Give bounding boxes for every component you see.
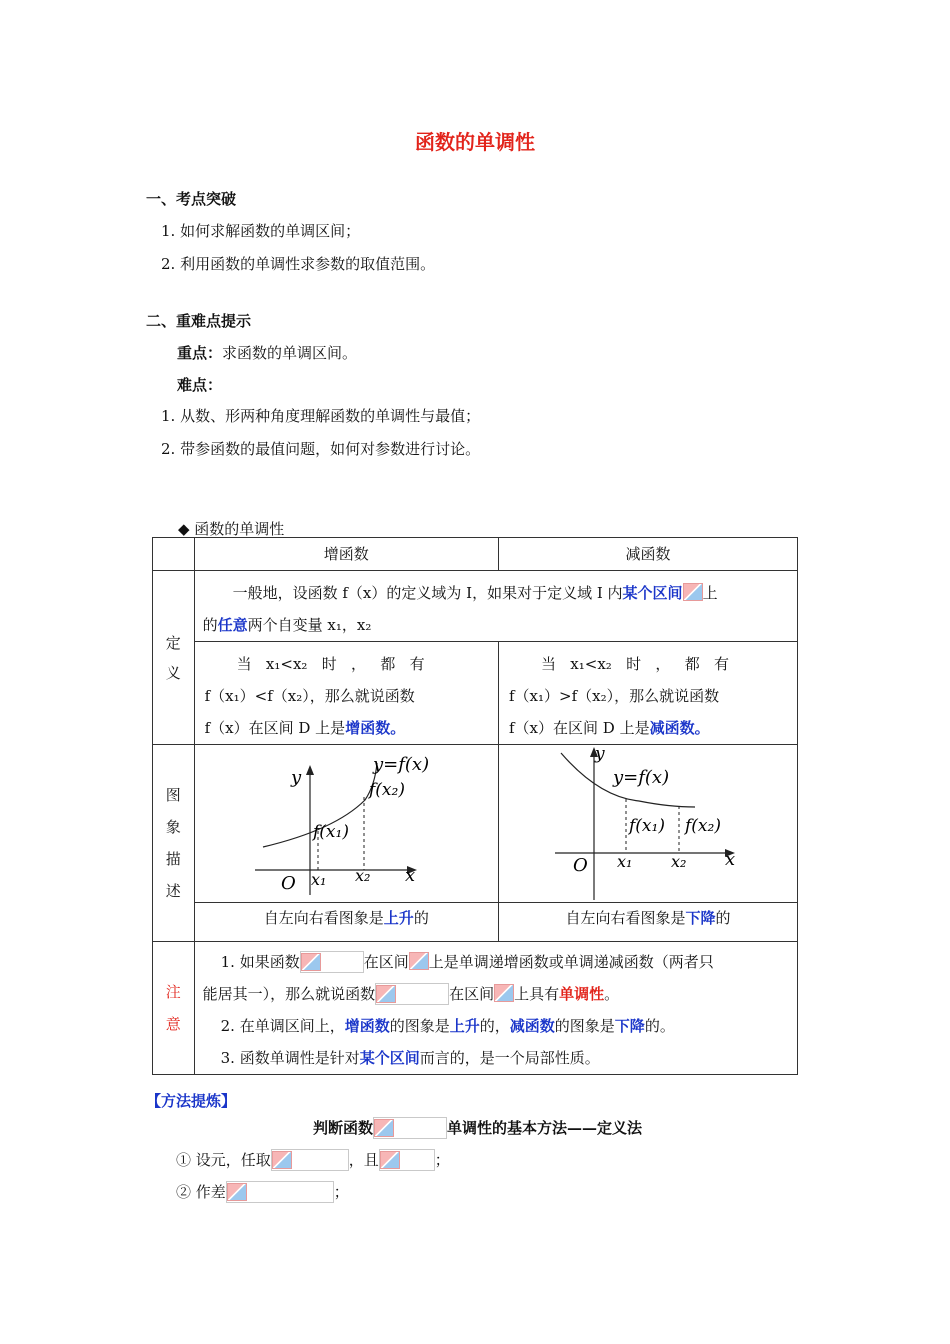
equation-label: y=f(x)	[372, 754, 429, 775]
y-arrow	[306, 765, 314, 775]
x1-label: x₁	[310, 870, 327, 889]
step2-text-b: ；	[333, 1183, 349, 1201]
def-text-4: 两个自变量 x₁，x₂	[247, 616, 372, 634]
func-image-icon	[374, 1119, 394, 1137]
dec-description	[499, 903, 798, 942]
definition-increasing	[194, 642, 498, 745]
step1-text-a: ① 设元，任取	[176, 1151, 271, 1169]
hard-label: 难点：	[177, 376, 223, 394]
header-increasing: 增函数	[194, 538, 498, 571]
note3-text-a: 3. 函数单调性是针对	[220, 1049, 360, 1067]
interval-image-icon	[683, 583, 703, 601]
fx2-label: f(x₂)	[685, 816, 721, 836]
definition-label-text: 定义	[165, 633, 181, 682]
x2-label: x₂	[671, 852, 687, 871]
graph-decreasing	[499, 745, 798, 903]
note2-text-g: 的图象是	[554, 1017, 615, 1035]
fx1-label: f(x₁)	[629, 816, 665, 836]
def-keyword-interval: 某个区间	[622, 584, 683, 602]
formula-image-icon	[380, 1151, 400, 1169]
inc-line-1: 当 x₁<x₂ 时 ， 都 有	[236, 655, 425, 673]
inc-description	[194, 903, 498, 942]
inc-desc-text: 自左向右看图象是	[263, 909, 384, 927]
note2-down: 下降	[614, 1017, 645, 1035]
origin-label: O	[573, 855, 588, 876]
step1-box-1	[271, 1149, 349, 1171]
fx1-label: f(x₁)	[312, 822, 349, 842]
dec-line-2: f（x₁）>f（x₂），那么就说函数	[509, 687, 720, 705]
note-label-text: 注意	[165, 983, 181, 1033]
step1-box-2	[379, 1149, 435, 1171]
page-title: 函数的单调性	[415, 130, 535, 154]
note2-text-a: 2. 在单调区间上，	[220, 1017, 345, 1035]
formula-image-icon	[227, 1183, 247, 1201]
inc-keyword: 增函数。	[345, 719, 406, 737]
corner-cell	[153, 538, 195, 571]
section-1-heading: 一、考点突破	[146, 190, 237, 208]
note2-end: 的。	[644, 1017, 675, 1035]
interval-image-icon	[409, 952, 429, 970]
note1-func-box	[300, 951, 364, 973]
step1-text-b: ，且	[348, 1151, 379, 1169]
definition-general	[194, 571, 797, 642]
func-image-icon	[301, 953, 321, 971]
inc-line-2: f（x₁）<f（x₂），那么就说函数	[204, 687, 415, 705]
section-2-heading: 二、重难点提示	[146, 312, 252, 330]
equation-label: y=f(x)	[613, 767, 670, 788]
dec-desc-text: 自左向右看图象是	[565, 909, 686, 927]
graph-label-text: 图象描述	[165, 786, 181, 900]
x2-label: x₂	[354, 866, 371, 885]
note1-text-f: 上具有	[514, 985, 560, 1003]
func-image-icon	[376, 985, 396, 1003]
sec2-item-1: 1. 从数、形两种角度理解函数的单调性与最值；	[161, 407, 481, 425]
y-label: y	[595, 745, 605, 764]
notes-cell	[194, 942, 797, 1075]
table-caption: ◆ 函数的单调性	[178, 520, 285, 538]
note1-text-a: 1. 如果函数	[220, 953, 300, 971]
def-text-3: 的	[202, 616, 218, 634]
inc-desc-keyword: 上升	[383, 909, 414, 927]
note2-up: 上升	[449, 1017, 480, 1035]
method-sub-b: 单调性的基本方法——定义法	[447, 1119, 643, 1137]
sec2-item-2: 2. 带参函数的最值问题，如何对参数进行讨论。	[161, 440, 481, 458]
note1-text-b: 在区间	[363, 953, 409, 971]
graph-label	[153, 745, 195, 942]
origin-label: O	[280, 873, 296, 894]
increasing-graph	[195, 745, 493, 901]
interval-image-icon	[494, 984, 514, 1002]
x1-label: x₁	[617, 852, 633, 871]
note1-end: 。	[604, 985, 620, 1003]
dec-desc-end: 的	[715, 909, 731, 927]
def-text-2: 上	[702, 584, 718, 602]
inc-desc-end: 的	[413, 909, 429, 927]
note1-text-e: 在区间	[449, 985, 495, 1003]
note2-text-e: 的，	[479, 1017, 510, 1035]
inc-line-3: f（x）在区间 D 上是	[204, 719, 346, 737]
sec1-item-1: 1. 如何求解函数的单调区间；	[161, 222, 361, 240]
note1-keyword: 单调性	[559, 985, 605, 1003]
monotonicity-table	[152, 537, 798, 1075]
step1-text-c: ；	[434, 1151, 450, 1169]
note-label	[153, 942, 195, 1075]
def-text-1: 一般地，设函数 f（x）的定义域为 I，如果对于定义域 I 内	[232, 584, 623, 602]
dec-desc-keyword: 下降	[685, 909, 716, 927]
note1-text-d: 能居其一），那么就说函数	[202, 985, 376, 1003]
key-point	[177, 342, 357, 363]
note3-text-c: 而言的，是一个局部性质。	[419, 1049, 600, 1067]
method-step-1	[176, 1149, 450, 1171]
decreasing-graph	[499, 745, 797, 901]
method-subtitle	[313, 1117, 642, 1139]
dec-keyword: 减函数。	[649, 719, 710, 737]
key-text: 求函数的单调区间。	[222, 344, 358, 362]
method-func-box	[373, 1117, 447, 1139]
note2-inc: 增函数	[344, 1017, 390, 1035]
dec-line-3: f（x）在区间 D 上是	[509, 719, 650, 737]
method-heading: 【方法提炼】	[146, 1092, 237, 1110]
sec1-item-2: 2. 利用函数的单调性求参数的取值范围。	[161, 255, 436, 273]
fx2-label: f(x₂)	[368, 780, 405, 800]
step2-text-a: ② 作差	[176, 1183, 226, 1201]
def-keyword-any: 任意	[217, 616, 248, 634]
formula-image-icon	[272, 1151, 292, 1169]
method-step-2	[176, 1181, 349, 1203]
graph-increasing	[194, 745, 498, 903]
header-decreasing: 减函数	[499, 538, 798, 571]
x-label: x	[725, 849, 736, 870]
y-label: y	[290, 767, 301, 788]
definition-decreasing	[499, 642, 798, 745]
note1-func-box-2	[375, 983, 449, 1005]
dec-line-1: 当 x₁<x₂ 时 ， 都 有	[541, 655, 730, 673]
note3-keyword: 某个区间	[359, 1049, 420, 1067]
x-label: x	[404, 865, 415, 886]
note2-dec: 减函数	[509, 1017, 555, 1035]
step2-box	[226, 1181, 334, 1203]
definition-label	[153, 571, 195, 745]
note2-text-c: 的图象是	[389, 1017, 450, 1035]
method-sub-a: 判断函数	[313, 1119, 374, 1137]
key-label: 重点：	[177, 344, 223, 362]
note1-text-c: 上是单调递增函数或单调递减函数（两者只	[428, 953, 714, 971]
